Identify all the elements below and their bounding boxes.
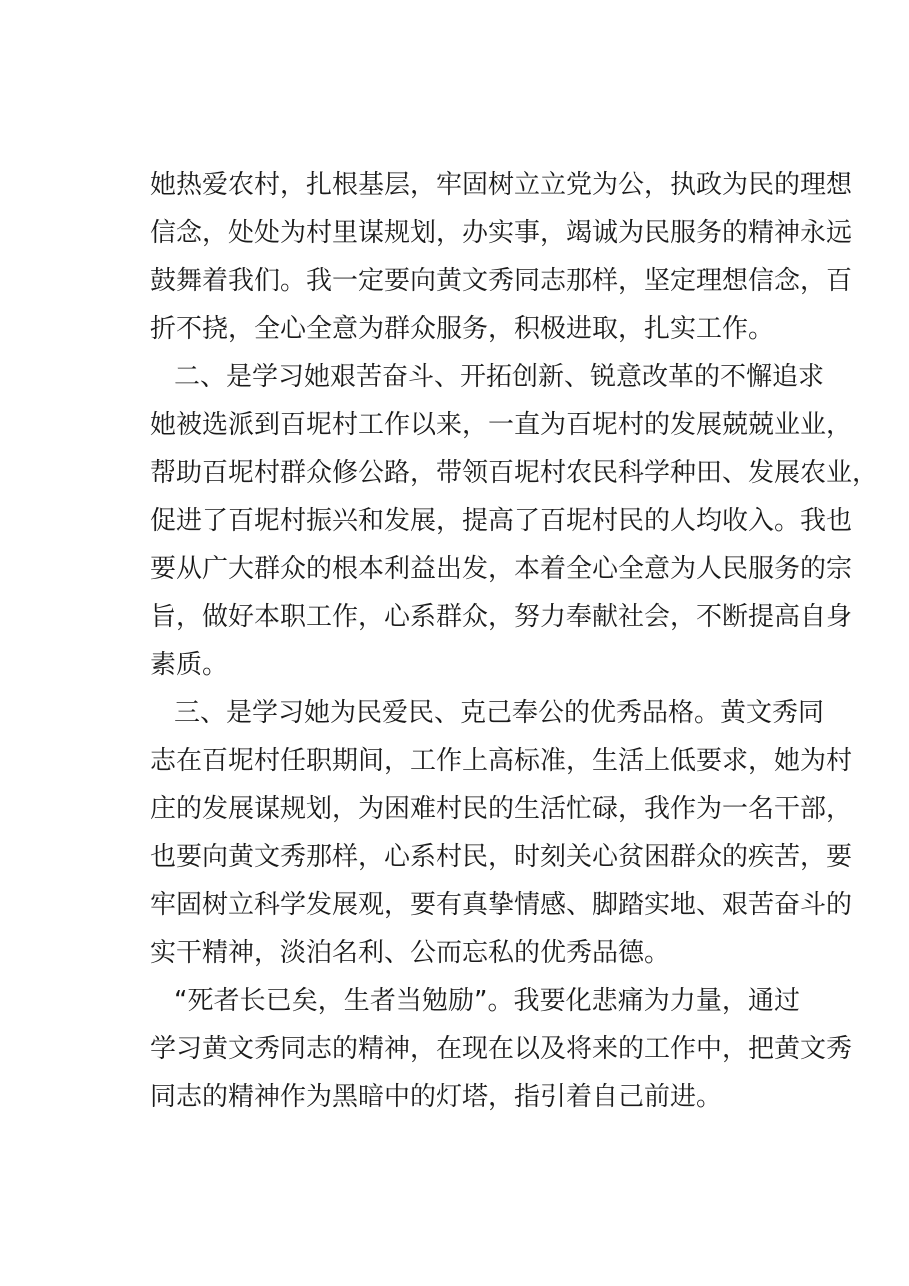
- paragraph-2-line-3: 帮助百坭村群众修公路，带领百坭村农民科学种田、发展农业，: [150, 458, 879, 488]
- paragraph-4-line-2: 学习黄文秀同志的精神，在现在以及将来的工作中，把黄文秀: [150, 1034, 853, 1064]
- paragraph-4-line-1: “死者长已矣，生者当勉励”。我要化悲痛为力量，通过: [174, 986, 800, 1016]
- paragraph-2-line-5: 要从广大群众的根本利益出发，本着全心全意为人民服务的宗: [150, 554, 853, 584]
- paragraph-2-line-6: 旨，做好本职工作，心系群众，努力奉献社会，不断提高自身: [150, 602, 853, 632]
- paragraph-2-line-7: 素质。: [150, 650, 229, 680]
- paragraph-2-line-1: 二、是学习她艰苦奋斗、开拓创新、锐意改革的不懈追求: [174, 362, 825, 392]
- paragraph-3-line-6: 实干精神，淡泊名利、公而忘私的优秀品德。: [150, 938, 671, 968]
- paragraph-1-line-1: 她热爱农村，扎根基层，牢固树立立党为公，执政为民的理想: [150, 170, 853, 200]
- paragraph-3-line-3: 庄的发展谋规划，为困难村民的生活忙碌，我作为一名干部，: [150, 794, 853, 824]
- paragraph-1-line-4: 折不挠，全心全意为群众服务，积极进取，扎实工作。: [150, 314, 775, 344]
- paragraph-2-line-2: 她被选派到百坭村工作以来，一直为百坭村的发展兢兢业业，: [150, 410, 853, 440]
- paragraph-3-line-5: 牢固树立科学发展观，要有真挚情感、脚踏实地、艰苦奋斗的: [150, 890, 853, 920]
- paragraph-4-line-3: 同志的精神作为黑暗中的灯塔，指引着自己前进。: [150, 1082, 723, 1112]
- paragraph-3-line-2: 志在百坭村任职期间，工作上高标准，生活上低要求，她为村: [150, 746, 853, 776]
- paragraph-2-line-4: 促进了百坭村振兴和发展，提高了百坭村民的人均收入。我也: [150, 506, 853, 536]
- paragraph-3-line-4: 也要向黄文秀那样，心系村民，时刻关心贫困群众的疾苦，要: [150, 842, 853, 872]
- paragraph-1-line-2: 信念，处处为村里谋规划，办实事，竭诚为民服务的精神永远: [150, 218, 853, 248]
- paragraph-3-line-1: 三、是学习她为民爱民、克己奉公的优秀品格。黄文秀同: [174, 698, 825, 728]
- paragraph-1-line-3: 鼓舞着我们。我一定要向黄文秀同志那样，坚定理想信念，百: [150, 266, 853, 296]
